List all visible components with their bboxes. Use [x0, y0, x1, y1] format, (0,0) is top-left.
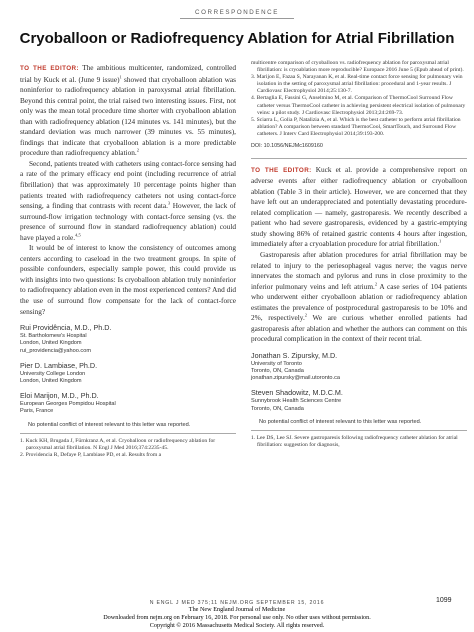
letter1-p1-text2: showed that cryoballoon ablation was noninferior to radiofrequency ablation in paroxysmal atrial fibrillation. Beyond this central point, the trial raised two interesting issues. First, not only was the mean total procedure time shorter with cryoballoon ablation than with radiofrequency ablation (124 minutes vs. 141 minutes), but the standard deviation was much narrower (39 minutes vs. 55 minutes), findings that indicate that cryoballoon ablation is a more predictable procedure than radiofrequency ablation. [20, 74, 236, 158]
letter2-p2-text3: We are curious whether enrolled patients had gastroparesis after ablation and whether the authors can comment on this procedural complication in the context of their recent trial. [251, 313, 467, 344]
author-affiliation: University College London [20, 370, 86, 377]
letter2-lead: TO THE EDITOR: [251, 166, 312, 174]
page-number: 1099 [436, 597, 452, 604]
letter1-paragraph-1 [20, 63, 236, 159]
letter1-p2-text2: However, the lack of surround-flow irrigation technology with contact-force sensing (vs. the presence of surround flow in standard radiofrequency ablation) could have played a role. [20, 201, 236, 242]
reference-item: multicentre comparison of cryoballoon vs. radiofrequency ablation for paroxysmal atrial fibrillation: is cryoablation more reproducible? Europace 2016 June 5 (Epub ahead of print). [251, 60, 464, 74]
reference-item: 1. Lee DS, Lee SJ. Severe gastroparesis following radiofrequency catheter ablation for atrial fibrillation: suggestion for diagnosis, [251, 435, 458, 449]
references-divider [20, 433, 236, 434]
letter2-p1-text: Kuck et al. provide a comprehensive report on adverse events after either radiofrequency ablation or cryoballoon ablation (Table 3 in their article). However, we are concerned that they have left out an underappreciated and potentially devastating procedure-related complication — namely, gastroparesis. We recently described a patient who had severe gastroparesis, evidenced by a gastric-emptying study showing 86% of retained gastric contents 4 hours after ingestion, immediately after a cryoablation procedure for atrial fibrillation. [251, 164, 467, 249]
citation-sup: 1 [119, 74, 122, 80]
author-email[interactable]: rui_providencia@yahoo.com [20, 347, 91, 354]
letter1-lead: TO THE EDITOR: [20, 65, 79, 72]
author-affiliation: St. Bartholomew's Hospital [20, 333, 87, 340]
author-name: Steven Shadowitz, M.D.C.M. [251, 388, 343, 398]
author-name: Rui Providência, M.D., Ph.D. [20, 323, 112, 333]
author-affiliation: University of Toronto [251, 360, 302, 367]
section-divider [180, 18, 294, 19]
citation-sup: 3 [167, 200, 171, 206]
reference-item: 4. Bertaglia E, Fassini G, Anselmino M, et al. Comparison of ThermoCool Surround Flow catheter versus ThermoCool catheter in achieving persistent electrical isolation of pulmonary veins: a pilot study. J Cardiovasc Electrophysiol 2013;24:269-73. [251, 95, 466, 116]
download-statement: Downloaded from nejm.org on February 16, 2018. For personal use only. No other uses without permission. [103, 613, 371, 621]
download-notice [0, 606, 474, 629]
letter2-paragraph-2 [251, 250, 467, 345]
citation-sup: 2 [304, 312, 308, 318]
author-affiliation: Paris, France [20, 408, 54, 415]
letter2-p2-text: Gastroparesis after ablation procedures for atrial fibrillation may be related to injury to the periesophageal vagus nerve; the vagus nerve innervates the stomach and pylorus and runs in close proximity to the inferior pulmonary veins and left atrium. [251, 249, 467, 291]
reference-list-continued [251, 60, 467, 138]
section-label: CORRESPONDENCE [195, 9, 279, 16]
journal-name: The New England Journal of Medicine [188, 606, 286, 613]
letter1-p2-text: Second, patients treated with catheters using contact-force sensing had a rate of the primary efficacy end point (including recurrence of atrial fibrillation) that was approximately 10 percentage points higher than patients treated with radiofrequency catheters not using contact-force sensing, a finding that contrasts with recent data. [20, 158, 236, 211]
citation-sup: 4,5 [75, 232, 81, 238]
reference-item: 1. Kuck KH, Brugada J, Fürnkranz A, et al. Cryoballoon or radiofrequency ablation for paroxysmal atrial fibrillation. N Engl J Med 2016;374:2235-45. [20, 437, 216, 451]
author-affiliation: Toronto, ON, Canada [251, 405, 304, 412]
conflict-disclosure: No potential conflict of interest relevant to this letter was reported. [259, 418, 422, 425]
letter1-p1-text: The ambitious multicenter, randomized, controlled trial by Kuck et al. (June 9 issue) [20, 63, 236, 84]
article-title: Cryoballoon or Radiofrequency Ablation for Atrial Fibrillation [19, 30, 455, 47]
citation-sup: 2 [374, 281, 378, 287]
author-affiliation: London, United Kingdom [20, 340, 82, 347]
letter1-paragraph-2 [20, 159, 236, 243]
references-divider [251, 430, 467, 431]
citation-sup: 1 [439, 238, 442, 244]
letter-divider [251, 158, 467, 159]
author-affiliation: Sunnybrook Health Sciences Centre [251, 398, 342, 405]
author-name: Eloi Marijon, M.D., Ph.D. [20, 391, 99, 401]
left-column [20, 63, 236, 459]
reference-item: 5. Sciarra L, Golia P, Natalizia A, et al. Which is the best catheter to perform atrial fibrillation ablation? A comparison between standard ThermoCool, SmartTouch, and Surround Flow catheters. J Interv Card Electrophysiol 2014;39:193-200. [251, 116, 461, 137]
journal-citation-line: N ENGL J MED 375;11 NEJM.ORG SEPTEMBER 15, 2016 [149, 600, 325, 606]
author-email[interactable]: jonathan.zipursky@mail.utoronto.ca [251, 375, 341, 382]
letter2-p2-text2: A case series of 104 patients who underwent either cryoballoon ablation or radiofrequency ablation estimates the prevalence of postprocedural gastroparesis to be 10% and 2%, respectively. [251, 281, 467, 323]
author-affiliation: European Georges Pompidou Hospital [20, 401, 116, 408]
citation-sup: 2 [136, 147, 139, 153]
right-column [251, 60, 467, 449]
letter2-paragraph-1 [251, 165, 467, 250]
doi-text[interactable]: DOI: 10.1056/NEJMc1609160 [251, 143, 323, 150]
copyright-statement: Copyright © 2016 Massachusetts Medical Society. All rights reserved. [149, 621, 325, 629]
letter1-paragraph-3: It would be of interest to know the consistency of outcomes among centers according to caseload in the two treatment groups. In spite of possible confounders, especially sample power, this could provide us with insights into two questions: Is cryoballoon ablation truly noninferior to radiofrequency ablation even in the most experienced centers? And did the use of surround flow compensate for the lack of contact-force sensing? [20, 243, 236, 316]
author-name: Pier D. Lambiase, Ph.D. [20, 360, 98, 370]
reference-item: 2. Providencia R, Defaye P, Lambiase PD, et al. Results from a [20, 451, 162, 458]
conflict-disclosure: No potential conflict of interest relevant to this letter was reported. [28, 421, 191, 428]
author-name: Jonathan S. Zipursky, M.D. [251, 350, 338, 360]
reference-list [20, 438, 236, 459]
author-affiliation: Toronto, ON, Canada [251, 368, 304, 375]
author-affiliation: London, United Kingdom [20, 377, 82, 384]
reference-list [251, 435, 467, 449]
reference-item: 3. Marijon E, Fazaa S, Narayanan K, et al. Real-time contact force sensing for pulmonary vein isolation in the setting of paroxysmal atrial fibrillation: procedural and 1-year results. J Cardiovasc Electrophysiol 2014;25:130-7. [251, 74, 463, 95]
